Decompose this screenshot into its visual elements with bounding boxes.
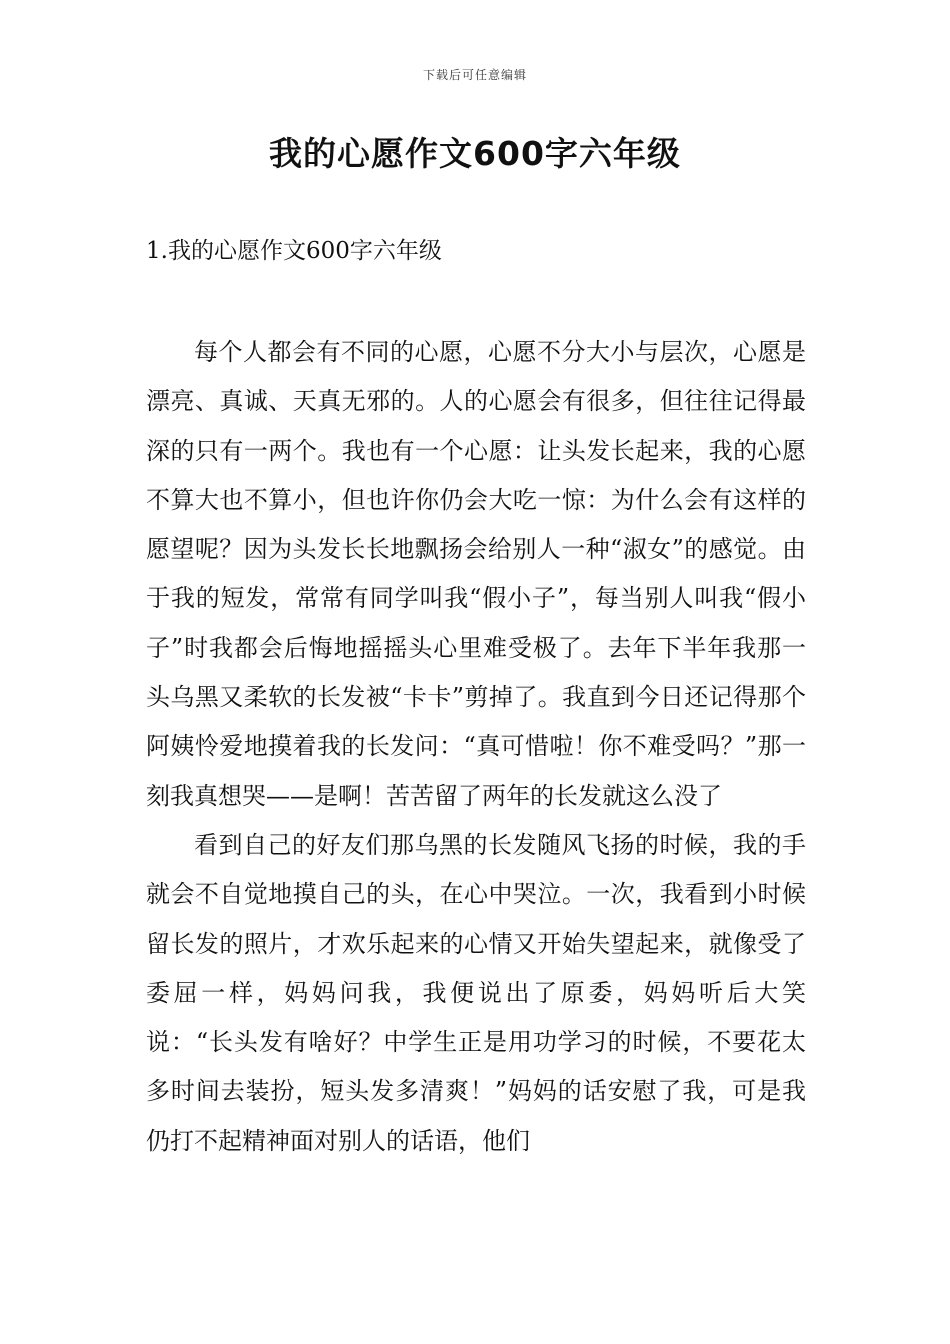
section-heading: 1.我的心愿作文600字六年级 [146, 238, 442, 264]
article-body [146, 328, 806, 1166]
paragraph-2: 看到自己的好友们那乌黑的长发随风飞扬的时候，我的手就会不自觉地摸自己的头，在心中哭泣。一次，我看到小时候留长发的照片，才欢乐起来的心情又开始失望起来，就像受了委屈一样，妈妈问我，我便说出了原委，妈妈听后大笑说：“长头发有啥好？中学生正是用功学习的时候，不要花太多时间去装扮，短头发多清爽！”妈妈的话安慰了我，可是我仍打不起精神面对别人的话语，他们 [146, 830, 806, 1155]
document-title: 我的心愿作文600字六年级 [269, 134, 681, 173]
header-note: 下载后可任意编辑 [422, 68, 527, 82]
paragraph-1: 每个人都会有不同的心愿，心愿不分大小与层次，心愿是漂亮、真诚、天真无邪的。人的心愿会有很多，但往往记得最深的只有一两个。我也有一个心愿：让头发长起来，我的心愿不算大也不算小，但也许你仍会大吃一惊：为什么会有这样的愿望呢？因为头发长长地飘扬会给别人一种“淑女”的感觉。由于我的短发，常常有同学叫我“假小子”，每当别人叫我“假小子”时我都会后悔地摇摇头心里难受极了。去年下半年我那一头乌黑又柔软的长发被“卡卡”剪掉了。我直到今日还记得那个阿姨怜爱地摸着我的长发问：“真可惜啦！你不难受吗？”那一刻我真想哭——是啊！苦苦留了两年的长发就这么没了 [146, 338, 806, 810]
